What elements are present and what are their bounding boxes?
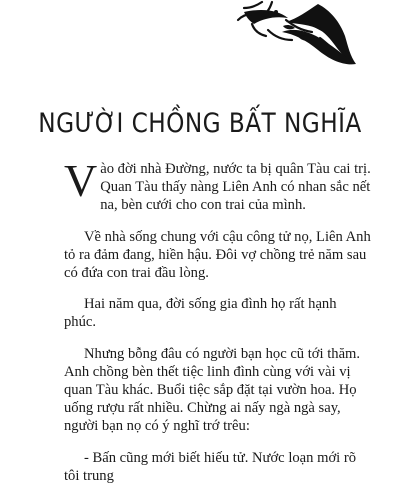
decorative-ornament (0, 0, 400, 72)
paragraph-5: - Bấn cũng mới biết hiếu tử. Nước loạn mới rõ tôi trung (64, 449, 357, 484)
chapter-title: NGƯỜI CHỒNG BẤT NGHĨA (38, 108, 362, 139)
drop-cap: V (64, 155, 98, 206)
paragraph-4: Nhưng bỗng đâu có người bạn học cũ tới thăm. Anh chồng bèn thết tiệc linh đình cùng với vài vị quan Tàu khác. Buổi tiệc sắp đặt tại vườn hoa. Họ uống rượu rất nhiều. Chừng ai nấy ngà ngà say, người bạn nọ có ý nghĩ trớ trêu: (64, 345, 361, 435)
paragraph-3: Hai năm qua, đời sống gia đình họ rất hạnh phúc. (64, 296, 337, 331)
chapter-body (64, 155, 372, 498)
paragraph-1 (64, 155, 372, 215)
paragraph-1-text: ào đời nhà Đường, nước ta bị quân Tàu cai trị. Quan Tàu thấy nàng Liên Anh có nhan sắc nết na, bèn cưới cho con trai của mình. (100, 161, 371, 214)
paragraph-2: Về nhà sống chung với cậu công tử nọ, Liên Anh tỏ ra đảm đang, hiền hậu. Đôi vợ chồng trẻ năm sau có đứa con trai đầu lòng. (64, 228, 371, 282)
